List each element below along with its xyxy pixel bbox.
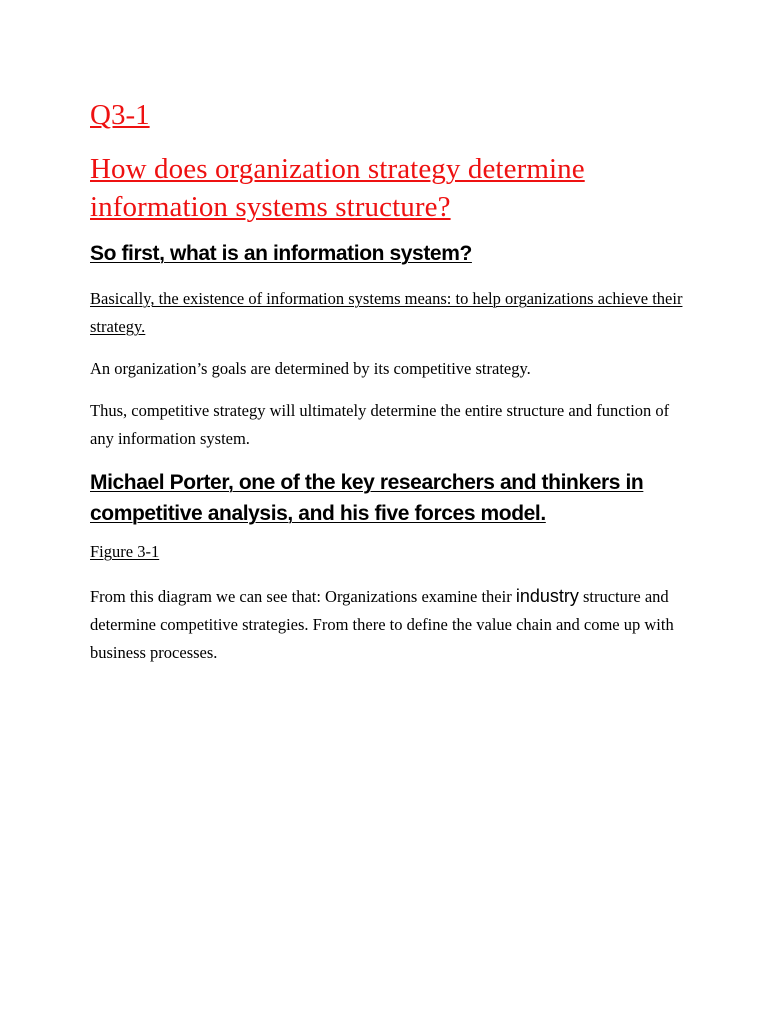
document-content xyxy=(90,98,690,681)
main-question-title: How does organization strategy determine information systems structure? xyxy=(90,153,585,223)
diagram-conclusion-paragraph xyxy=(90,582,690,667)
porter-five-forces-heading: Michael Porter, one of the key researchers and thinkers in competitive analysis, and his five forces model. xyxy=(90,471,644,525)
information-system-definition: Basically, the existence of information systems means: to help organizations achieve their strategy. xyxy=(90,289,683,336)
information-system-subheading: So first, what is an information system? xyxy=(90,242,472,265)
diagram-conclusion-end: structure and determine competitive strategies. From there to define the value chain and come up with business processes. xyxy=(90,587,674,662)
question-label: Q3-1 xyxy=(90,99,150,131)
figure-label: Figure 3-1 xyxy=(90,542,160,561)
organization-goals-paragraph: An organization’s goals are determined by its competitive strategy. xyxy=(90,359,531,378)
diagram-conclusion-start: From this diagram we can see that: Organizations examine their xyxy=(90,587,516,606)
industry-term: industry xyxy=(515,586,579,606)
competitive-strategy-paragraph: Thus, competitive strategy will ultimately determine the entire structure and function of any information system. xyxy=(90,401,670,448)
